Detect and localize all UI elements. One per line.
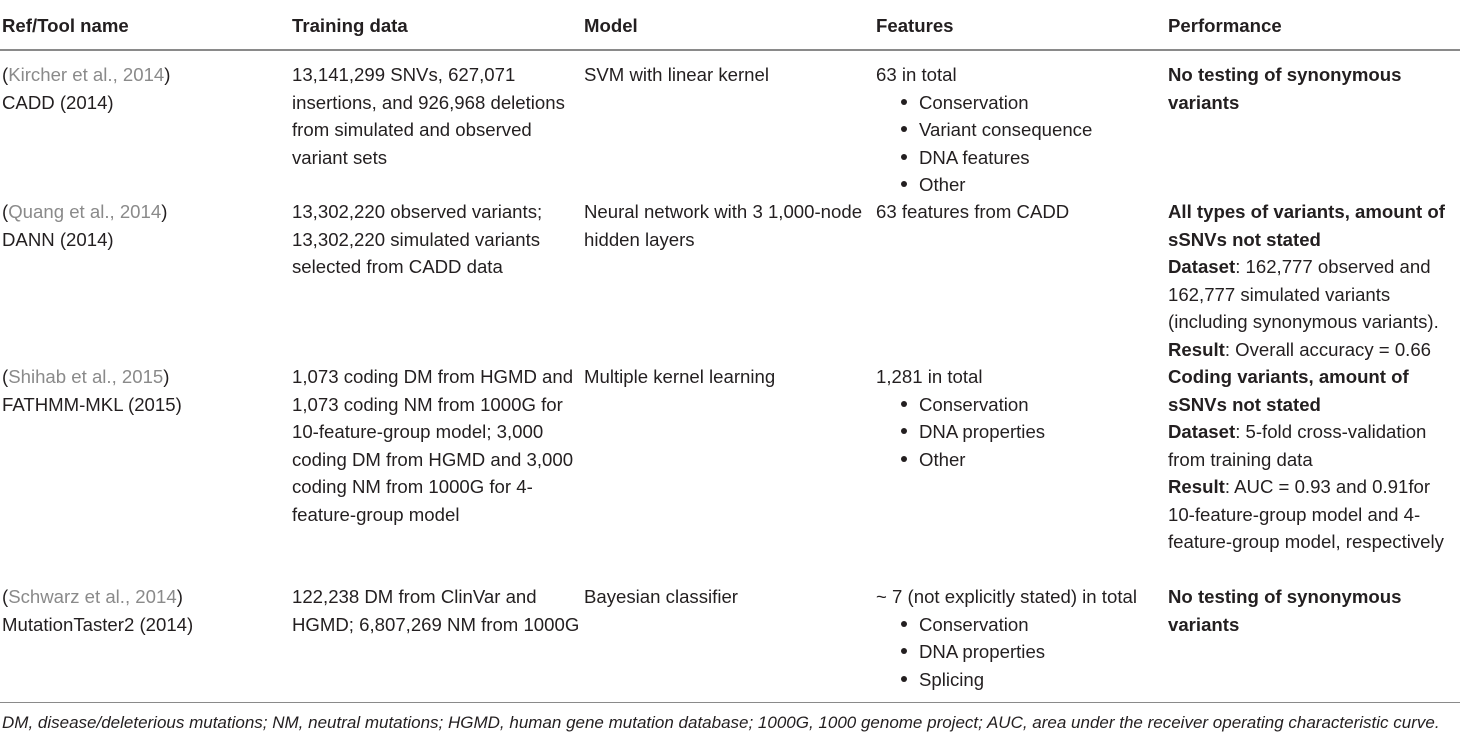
feature-item: Other bbox=[876, 446, 1161, 474]
ref-cell bbox=[2, 61, 282, 116]
performance-dataset: Dataset: 5-fold cross-validation from training data bbox=[1168, 421, 1427, 470]
model-cell: Multiple kernel learning bbox=[584, 366, 776, 387]
features-cell bbox=[876, 61, 1161, 199]
features-summary: 63 features from CADD bbox=[876, 201, 1070, 222]
feature-item: DNA features bbox=[876, 144, 1161, 172]
features-summary: ~ 7 (not explicitly stated) in total bbox=[876, 586, 1137, 607]
features-list bbox=[876, 611, 1161, 694]
header-training-data: Training data bbox=[292, 15, 408, 36]
footer-divider bbox=[0, 702, 1460, 703]
citation-link[interactable]: Schwarz et al., 2014 bbox=[8, 586, 177, 607]
table-header bbox=[0, 0, 1460, 51]
training-data-cell: 13,141,299 SNVs, 627,071 insertions, and 926,968 deletions from simulated and observed variant sets bbox=[292, 64, 565, 168]
features-summary: 1,281 in total bbox=[876, 366, 983, 387]
features-list bbox=[876, 391, 1161, 474]
performance-heading: Coding variants, amount of sSNVs not stated bbox=[1168, 366, 1409, 415]
performance-result: Result: Overall accuracy = 0.66 bbox=[1168, 338, 1432, 360]
performance-cell bbox=[1168, 583, 1458, 638]
feature-item: Conservation bbox=[876, 391, 1161, 419]
reference: (Schwarz et al., 2014) bbox=[2, 586, 183, 607]
feature-item: Other bbox=[876, 171, 1161, 199]
performance-heading: No testing of synonymous variants bbox=[1168, 64, 1402, 113]
ref-cell bbox=[2, 363, 282, 418]
ref-cell bbox=[2, 198, 282, 253]
performance-result: Result: AUC = 0.93 and 0.91for 10-feature-group model and 4-feature-group model, respectively bbox=[1168, 476, 1444, 552]
performance-cell bbox=[1168, 198, 1458, 363]
reference: (Kircher et al., 2014) bbox=[2, 64, 171, 85]
tool-name: FATHMM-MKL (2015) bbox=[2, 393, 182, 415]
features-cell bbox=[876, 363, 1161, 473]
reference: (Quang et al., 2014) bbox=[2, 201, 168, 222]
features-cell bbox=[876, 198, 1161, 226]
feature-item: Conservation bbox=[876, 611, 1161, 639]
performance-cell bbox=[1168, 61, 1458, 116]
reference: (Shihab et al., 2015) bbox=[2, 366, 170, 387]
header-ref-tool: Ref/Tool name bbox=[2, 15, 129, 36]
training-data-cell: 13,302,220 observed variants; 13,302,220 simulated variants selected from CADD data bbox=[292, 201, 543, 277]
feature-item: Splicing bbox=[876, 666, 1161, 694]
training-data-cell: 122,238 DM from ClinVar and HGMD; 6,807,269 NM from 1000G bbox=[292, 586, 580, 635]
feature-item: DNA properties bbox=[876, 638, 1161, 666]
header-performance: Performance bbox=[1168, 15, 1282, 36]
feature-item: Conservation bbox=[876, 89, 1161, 117]
citation-link[interactable]: Kircher et al., 2014 bbox=[8, 64, 165, 85]
model-cell: Bayesian classifier bbox=[584, 586, 738, 607]
citation-link[interactable]: Shihab et al., 2015 bbox=[8, 366, 164, 387]
features-summary: 63 in total bbox=[876, 64, 957, 85]
model-cell: Neural network with 3 1,000-node hidden layers bbox=[584, 201, 863, 250]
feature-item: Variant consequence bbox=[876, 116, 1161, 144]
table-footnote: DM, disease/deleterious mutations; NM, neutral mutations; HGMD, human gene mutation database; 1000G, 1000 genome project; AUC, area under the receiver operating characteristic curve. bbox=[2, 713, 1440, 732]
tool-name: MutationTaster2 (2014) bbox=[2, 613, 194, 635]
features-cell bbox=[876, 583, 1161, 693]
ref-cell bbox=[2, 583, 282, 638]
performance-dataset: Dataset: 162,777 observed and 162,777 simulated variants (including synonymous variants). bbox=[1168, 256, 1439, 332]
performance-heading: All types of variants, amount of sSNVs not stated bbox=[1168, 201, 1445, 250]
tool-name: DANN (2014) bbox=[2, 228, 114, 250]
training-data-cell: 1,073 coding DM from HGMD and 1,073 coding NM from 1000G for 10-feature-group model; 3,000 coding DM from HGMD and 3,000 coding NM from 1000G for 4-feature-group model bbox=[292, 366, 574, 525]
performance-cell bbox=[1168, 363, 1458, 556]
model-cell: SVM with linear kernel bbox=[584, 64, 769, 85]
feature-item: DNA properties bbox=[876, 418, 1161, 446]
tool-name: CADD (2014) bbox=[2, 91, 114, 113]
citation-link[interactable]: Quang et al., 2014 bbox=[8, 201, 162, 222]
header-features: Features bbox=[876, 15, 954, 36]
performance-heading: No testing of synonymous variants bbox=[1168, 586, 1402, 635]
header-model: Model bbox=[584, 15, 638, 36]
features-list bbox=[876, 89, 1161, 199]
